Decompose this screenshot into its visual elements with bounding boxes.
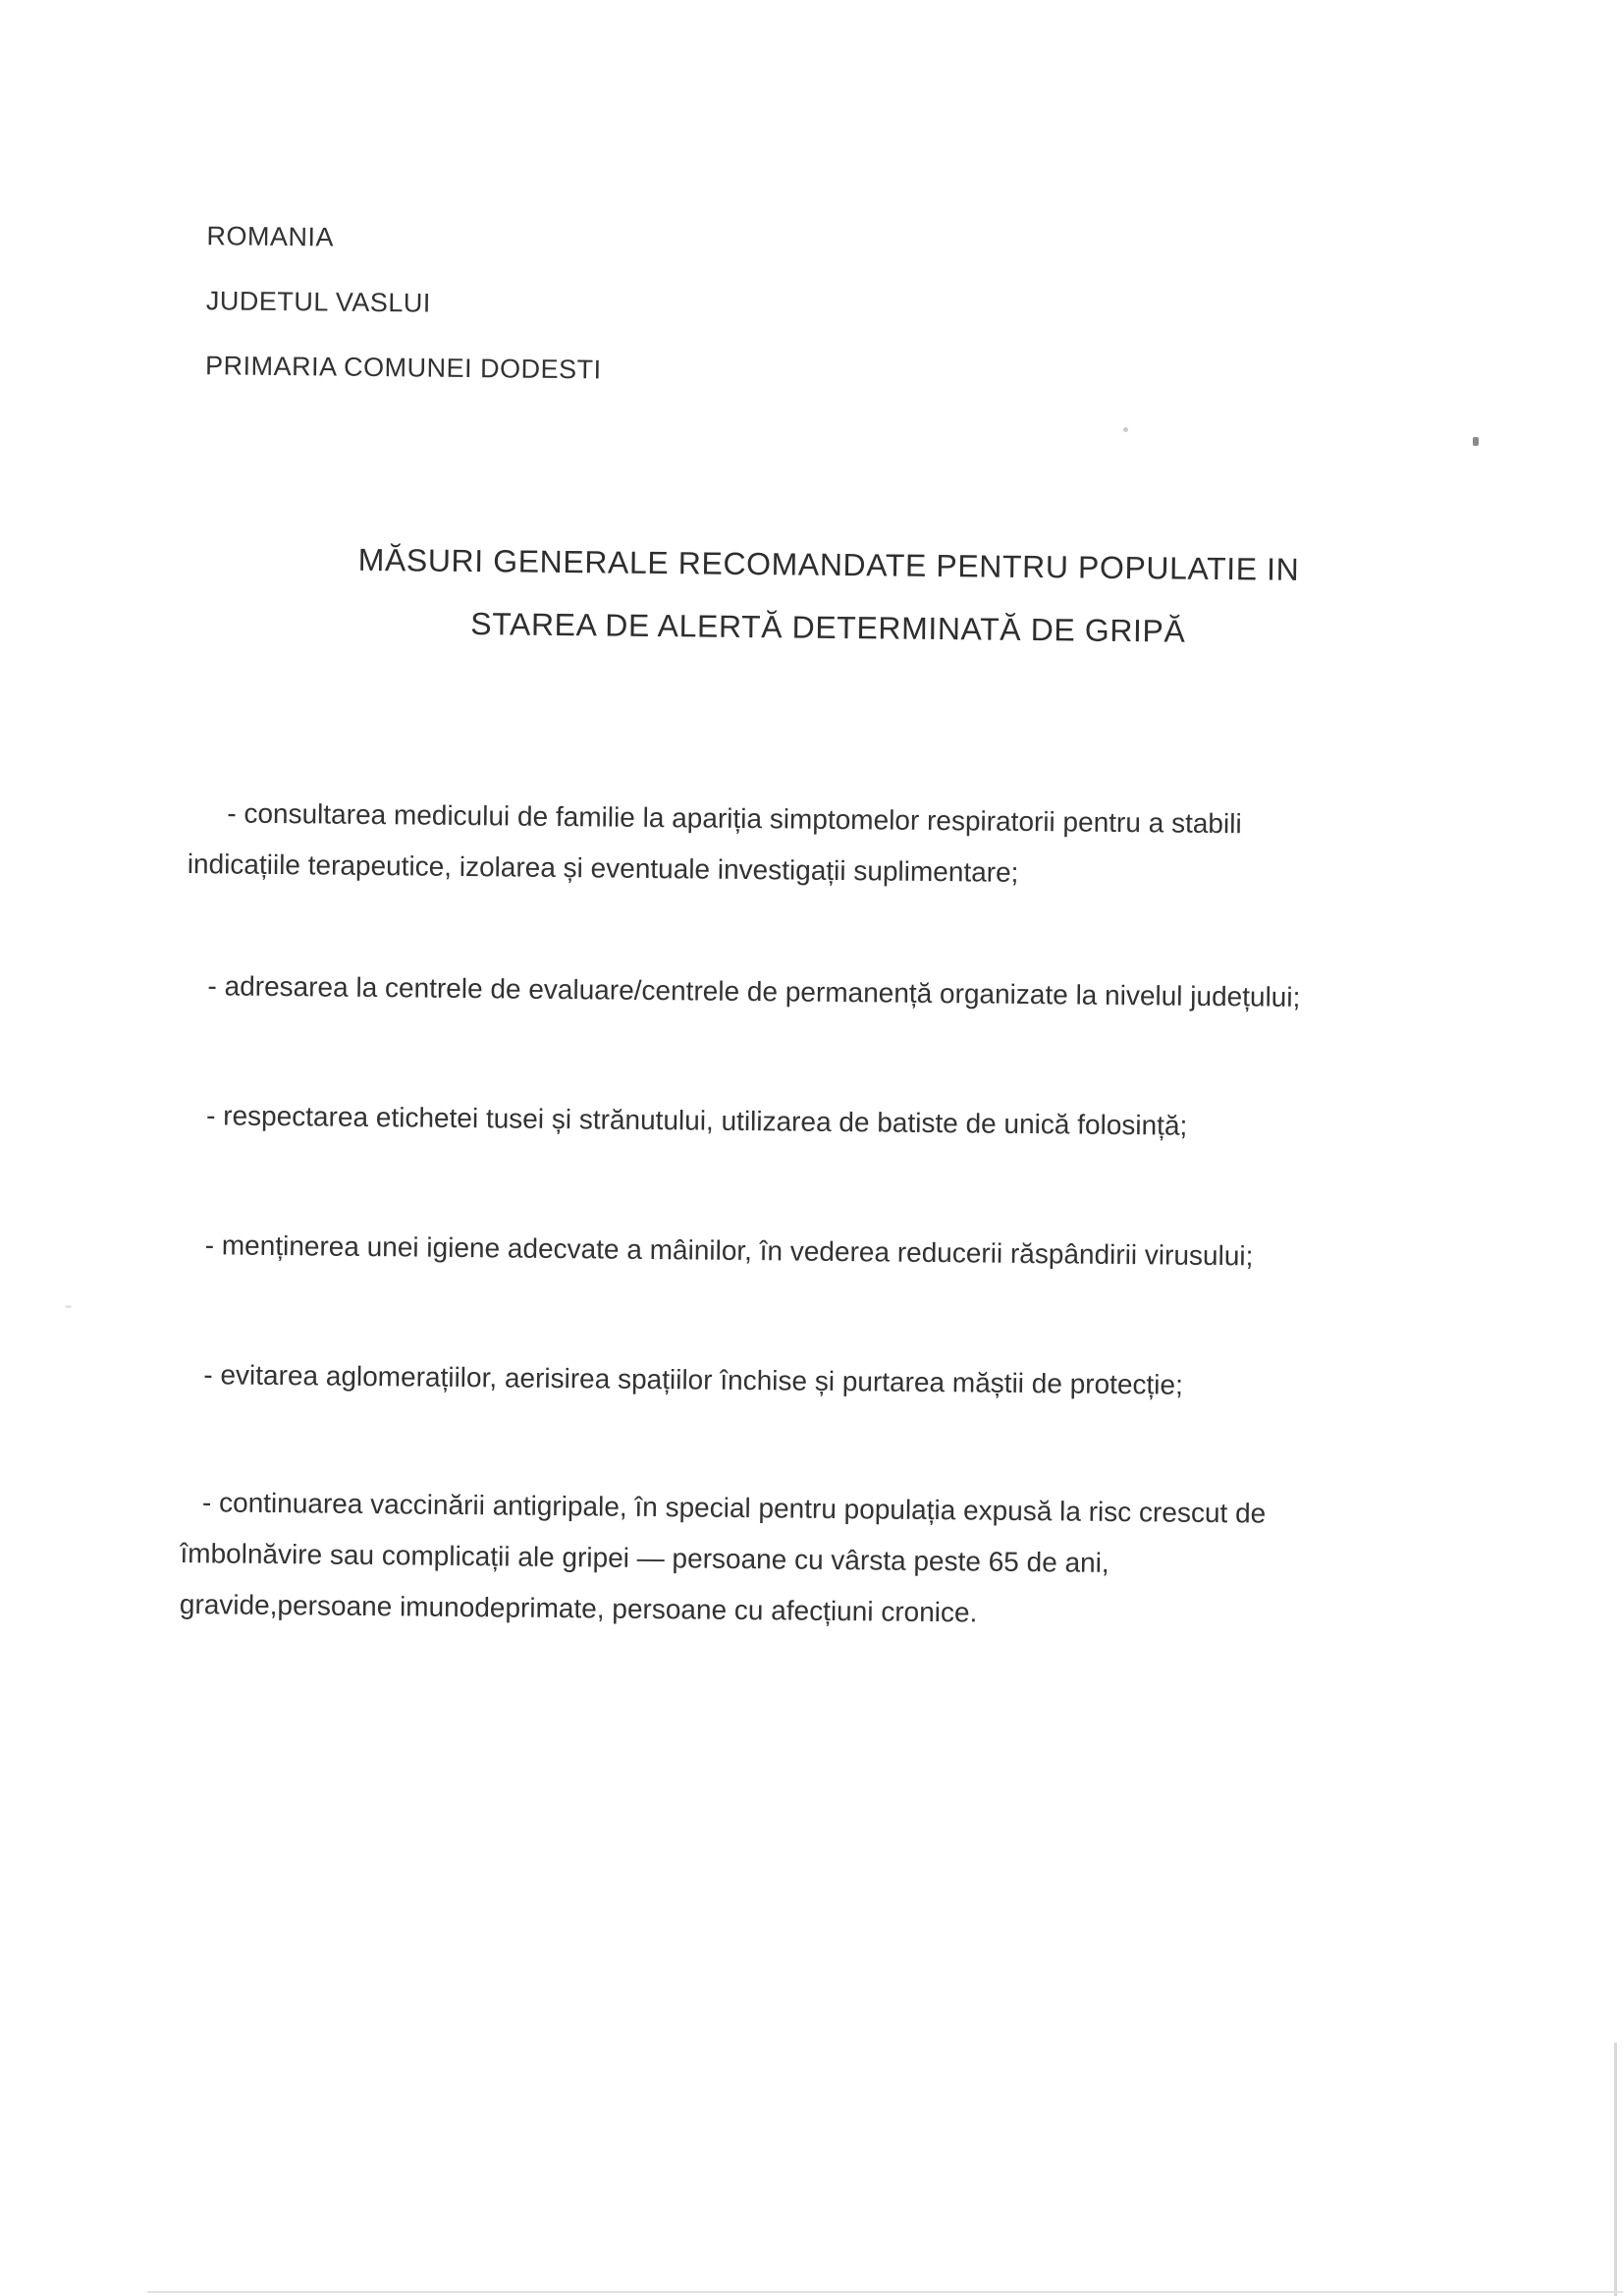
measure-item-6-line-1: - continuarea vaccinării antigripale, în special pentru populația expusă la risc crescut de bbox=[201, 1487, 1267, 1529]
letterhead-institution: PRIMARIA COMUNEI DODESTI bbox=[204, 351, 602, 385]
letterhead-country: ROMANIA bbox=[206, 221, 335, 252]
measure-item-1-line-1: - consultarea medicului de familie la apariția simptomelor respiratorii pentru a stabili bbox=[227, 797, 1242, 840]
measure-item-5 bbox=[182, 1349, 1183, 1411]
measure-item-1 bbox=[188, 788, 1242, 901]
measure-item-3-line-1: - respectarea etichetei tusei și strănutului, utilizarea de batiste de unică folosință; bbox=[205, 1100, 1188, 1141]
measure-item-6-line-3: gravide,persoane imunodeprimate, persoane cu afecțiuni cronice. bbox=[179, 1589, 978, 1628]
measure-item-1-line-2: indicațiile terapeutice, izolarea și eventuale investigații suplimentare; bbox=[187, 848, 1019, 888]
scan-speck bbox=[65, 1305, 72, 1308]
measure-item-3 bbox=[185, 1090, 1188, 1152]
scan-speck bbox=[1123, 427, 1128, 432]
document-title-line-2: STAREA DE ALERTĂ DETERMINATĂ DE GRIPĂ bbox=[470, 606, 1186, 649]
letterhead bbox=[205, 203, 604, 402]
measure-item-5-line-1: - evitarea aglomerațiilor, aerisirea spațiilor închise și purtarea măștii de protecție; bbox=[203, 1359, 1184, 1400]
scan-edge-artifact bbox=[147, 2291, 1623, 2293]
scan-edge-artifact bbox=[1614, 2043, 1617, 2296]
measure-item-2 bbox=[186, 960, 1300, 1023]
measure-item-4-line-1: - menținerea unei igiene adecvate a mâinilor, în vederea reducerii răspândirii virusului; bbox=[204, 1230, 1254, 1272]
letterhead-county: JUDETUL VASLUI bbox=[205, 286, 432, 318]
measure-item-6 bbox=[180, 1477, 1267, 1642]
measure-item-6-line-2: îmbolnăvire sau complicații ale gripei — persoane cu vârsta peste 65 de ani, bbox=[180, 1538, 1109, 1578]
document-title-line-1: MĂSURI GENERALE RECOMANDATE PENTRU POPULATIE IN bbox=[357, 541, 1300, 587]
measure-item-4 bbox=[183, 1220, 1253, 1282]
document-title bbox=[62, 525, 1595, 667]
measure-item-2-line-1: - adresarea la centrele de evaluare/centrele de permanență organizate la nivelul județului; bbox=[207, 970, 1301, 1012]
scan-speck bbox=[1473, 437, 1479, 446]
